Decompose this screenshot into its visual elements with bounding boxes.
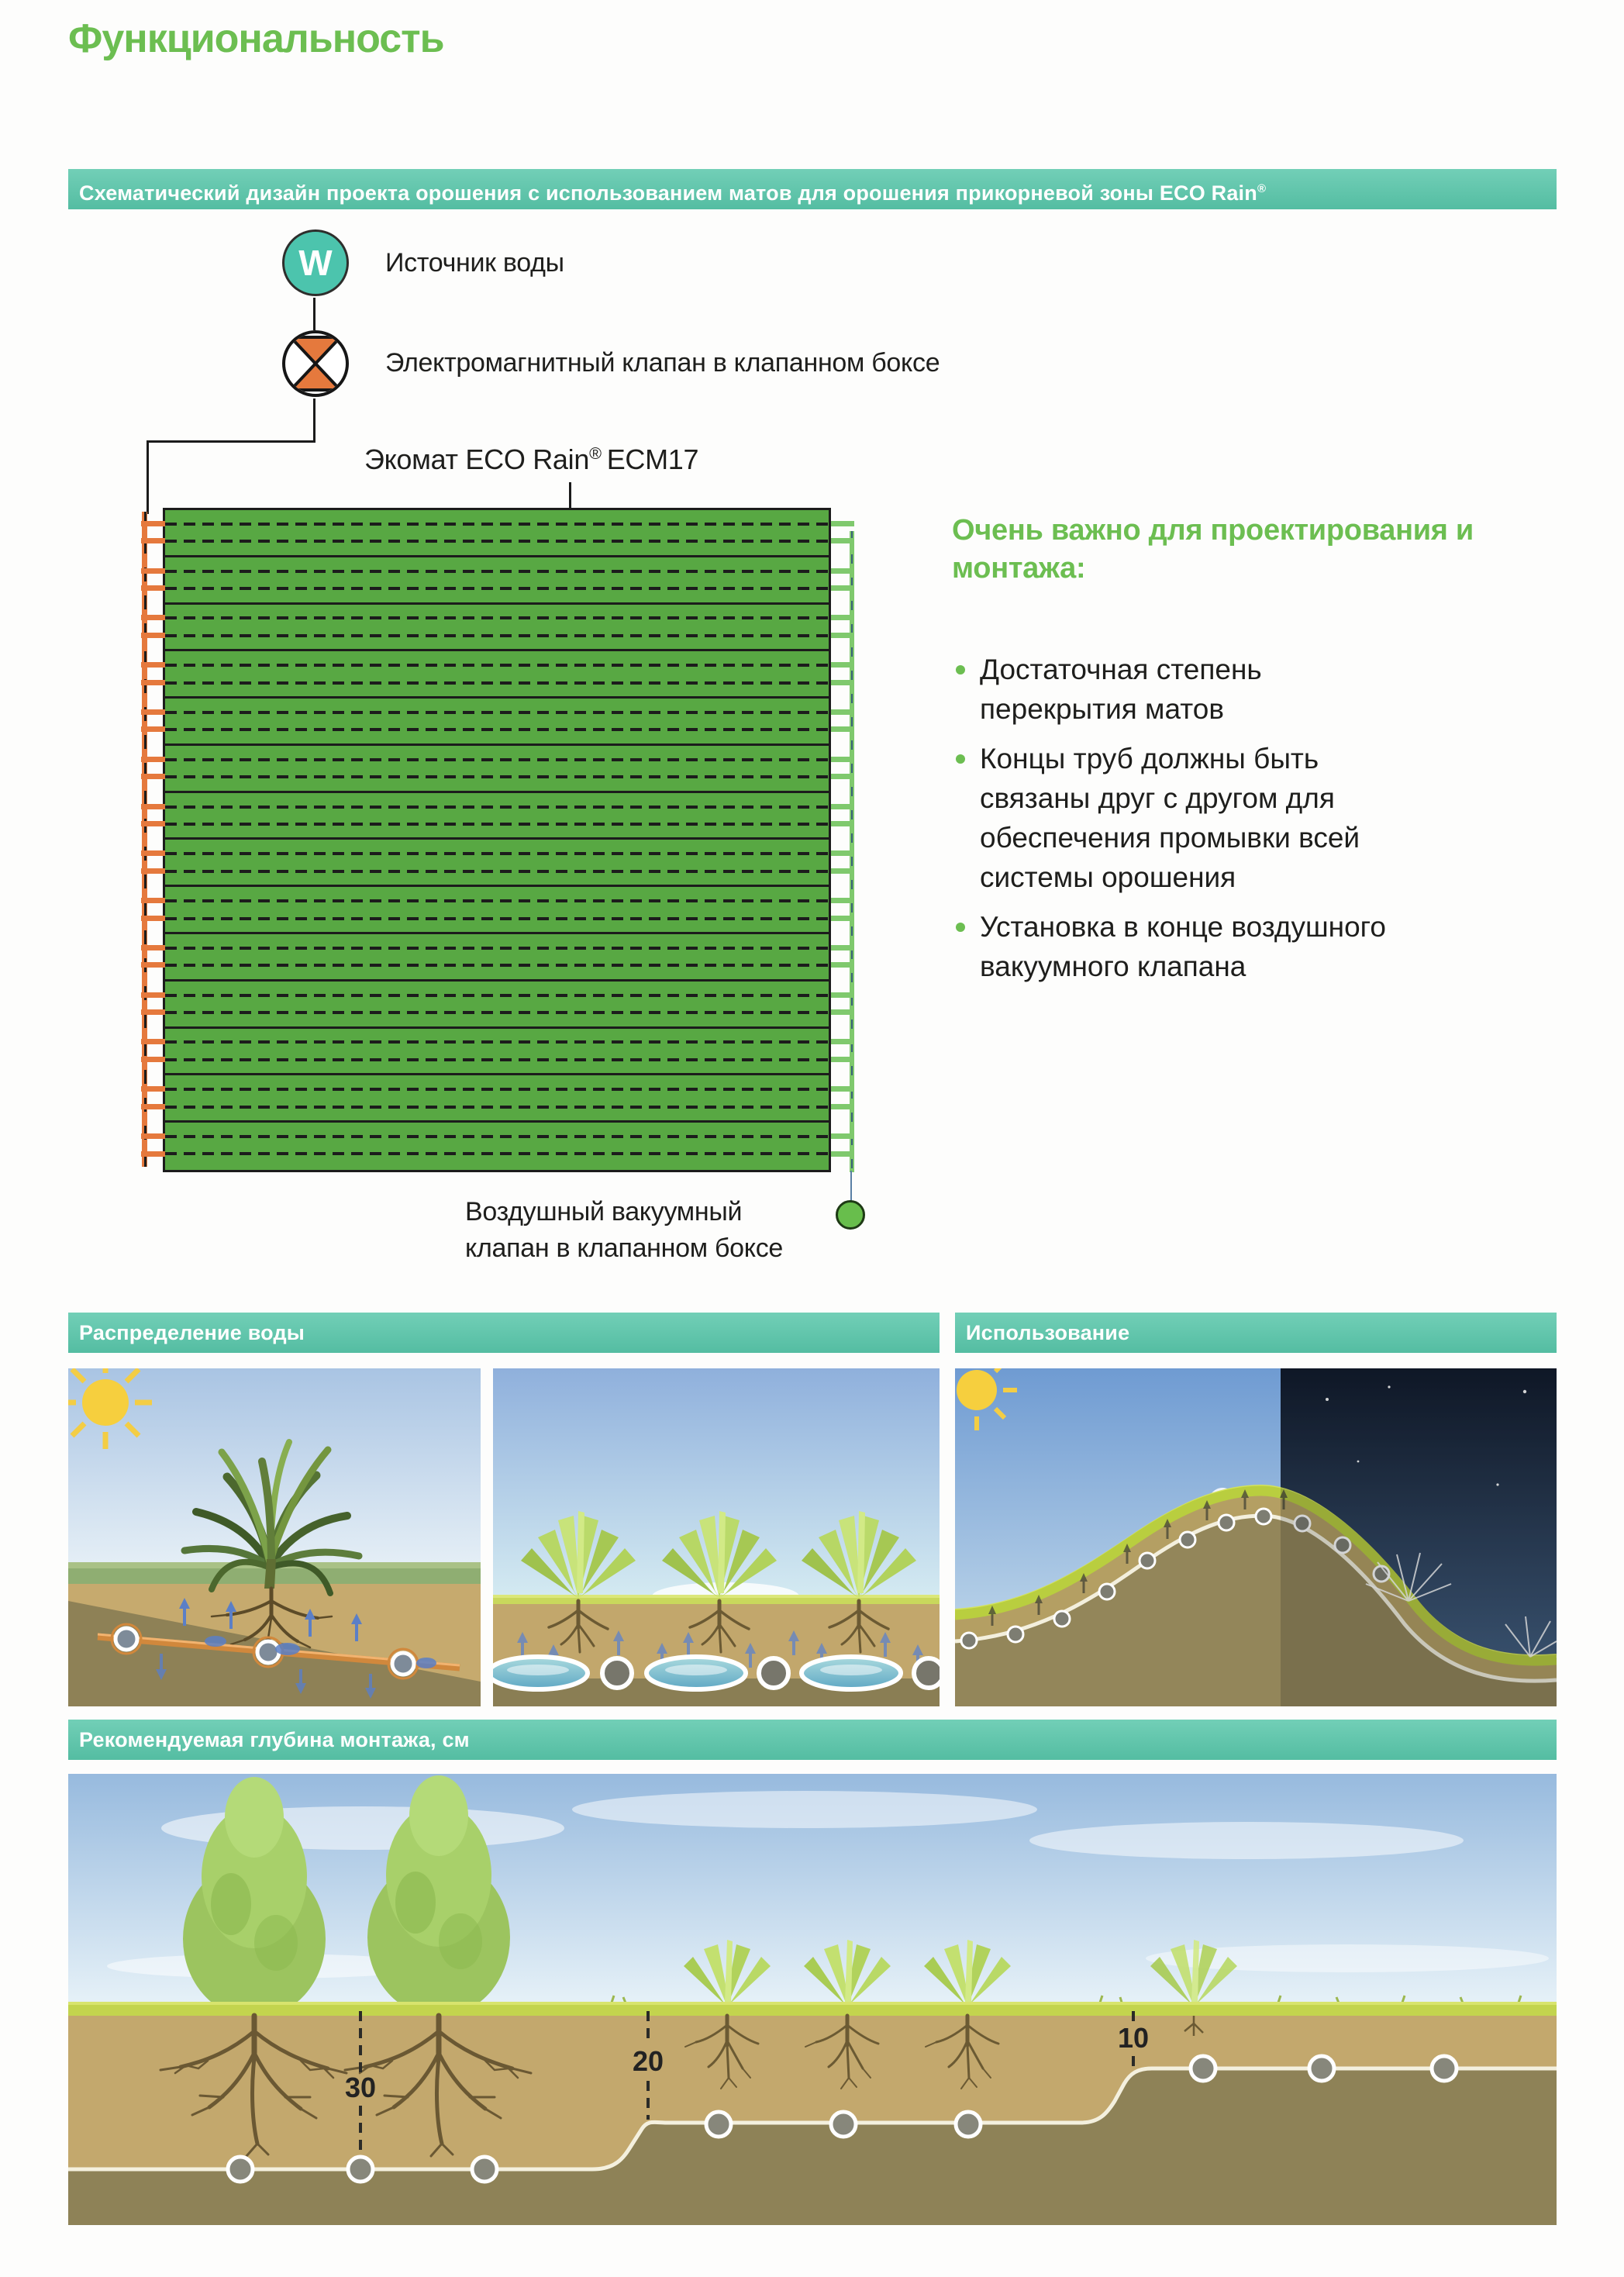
drip-line [165, 1135, 829, 1138]
list-item: Достаточная степень перекрытия матов [952, 650, 1417, 729]
important-notes-heading: Очень важно для проектирования и монтажа: [952, 514, 1474, 585]
drip-line [165, 570, 829, 573]
mat-strip [165, 699, 829, 746]
water-source-node [282, 229, 349, 296]
collector-connector [831, 774, 854, 779]
drip-line [165, 540, 829, 543]
supply-connector [141, 1104, 165, 1109]
drip-line [165, 523, 829, 526]
drip-line [165, 758, 829, 761]
supply-connector [141, 1151, 165, 1157]
collector-connector [831, 1009, 854, 1015]
list-item: Концы труб должны быть связаны друг с другом для обеспечения промывки всей системы орошения [952, 739, 1417, 897]
mat-lenses-row [493, 1657, 940, 1689]
mat-strip [165, 605, 829, 652]
installation-depth-illustration [68, 1774, 1557, 2225]
collector-connector [831, 726, 854, 732]
supply-connector [141, 868, 165, 874]
usage-illustration [955, 1368, 1557, 1706]
supply-pipe-dashes [144, 512, 147, 1167]
mat-strip [165, 1029, 829, 1076]
distribution-panel-pipe [68, 1368, 481, 1706]
collector-connector [831, 1151, 854, 1157]
supply-connector [141, 709, 165, 715]
mat-strip [165, 887, 829, 934]
mat-strip [165, 1123, 829, 1170]
pipe-line [313, 398, 315, 443]
water-source-label: Источник воды [385, 248, 564, 278]
supply-connector [141, 804, 165, 809]
drip-line [165, 917, 829, 920]
collector-connector [831, 538, 854, 543]
collector-connector [831, 662, 854, 668]
collector-connector [831, 709, 854, 715]
collector-connector [831, 1086, 854, 1092]
solenoid-valve-icon [282, 330, 349, 397]
drip-line [165, 947, 829, 950]
valve-bowtie-icon [285, 333, 346, 394]
drip-line [165, 1058, 829, 1061]
drip-line [165, 587, 829, 590]
mat-strip [165, 651, 829, 699]
list-item: Установка в конце воздушного вакуумного клапана [952, 907, 1417, 986]
collector-connector [831, 615, 854, 620]
depth-value-30: 30 [344, 2072, 377, 2103]
supply-connector [141, 633, 165, 638]
depth-value-10: 10 [1117, 2022, 1150, 2054]
drip-line [165, 1106, 829, 1109]
collector-connector [831, 992, 854, 998]
schematic-header-text: Схематический дизайн проекта орошения с использованием матов для орошения прикорневой зоны ECO Rain [79, 181, 1257, 205]
supply-connector [141, 521, 165, 526]
collector-connector [831, 757, 854, 762]
supply-connector [141, 726, 165, 732]
pipe-line [147, 440, 149, 514]
drip-line [165, 1152, 829, 1155]
drip-line [165, 634, 829, 637]
eco-mat-label: Экомат ECO Rain® ECM17 [364, 443, 699, 475]
valve-label: Электромагнитный клапан в клапанном боксе [385, 348, 940, 378]
supply-connector [141, 962, 165, 968]
collector-connector [831, 916, 854, 921]
supply-connector [141, 1057, 165, 1062]
supply-connector [141, 1009, 165, 1015]
mat-strip [165, 793, 829, 840]
drip-line [165, 711, 829, 714]
collector-connector [831, 804, 854, 809]
supply-connector [141, 538, 165, 543]
collector-connector [831, 1057, 854, 1062]
usage-header-bar: Использование [955, 1313, 1557, 1353]
mat-strip [165, 982, 829, 1029]
depth-illustration-panel [68, 1774, 1557, 2225]
mat-strip [165, 934, 829, 982]
drip-line [165, 1088, 829, 1091]
supply-connector [141, 680, 165, 685]
distribution-header-bar: Распределение воды [68, 1313, 940, 1353]
supply-connector [141, 898, 165, 903]
mat-strip [165, 510, 829, 557]
mat-strip [165, 840, 829, 888]
collector-connector [831, 821, 854, 826]
supply-connector [141, 662, 165, 668]
registered-mark: ® [589, 443, 602, 463]
mat-strip [165, 557, 829, 605]
supply-connector [141, 585, 165, 591]
pipe-distribution-illustration [68, 1368, 481, 1706]
supply-connector [141, 1133, 165, 1139]
collector-connector [831, 850, 854, 856]
collector-connector [831, 585, 854, 591]
usage-panel [955, 1368, 1557, 1706]
supply-connector [141, 821, 165, 826]
mat-strip [165, 1075, 829, 1123]
drip-line [165, 964, 829, 967]
depth-header-bar: Рекомендуемая глубина монтажа, см [68, 1720, 1557, 1760]
pipe-line [147, 440, 315, 443]
depth-value-20: 20 [632, 2045, 664, 2077]
mat-strip [165, 746, 829, 793]
collector-connector [831, 1039, 854, 1044]
collector-connector [831, 633, 854, 638]
vacuum-valve-line [850, 1171, 852, 1203]
night-shade-overlay [1281, 1368, 1557, 1706]
vacuum-valve-marker [836, 1200, 865, 1230]
drip-line [165, 775, 829, 778]
supply-connector [141, 615, 165, 620]
supply-connector [141, 850, 165, 856]
drip-line [165, 1040, 829, 1044]
supply-connector [141, 774, 165, 779]
pipe-line [313, 298, 315, 330]
drip-line [165, 899, 829, 902]
drip-line [165, 616, 829, 619]
collector-connector [831, 1133, 854, 1139]
drip-line [165, 870, 829, 873]
collector-connector [831, 680, 854, 685]
supply-connector [141, 916, 165, 921]
drip-line [165, 852, 829, 855]
distribution-panel-mats [493, 1368, 940, 1706]
supply-connector [141, 945, 165, 950]
drip-line [165, 664, 829, 667]
drip-line [165, 823, 829, 826]
supply-connector [141, 568, 165, 574]
supply-connector [141, 992, 165, 998]
supply-connector [141, 1086, 165, 1092]
drip-line [165, 994, 829, 997]
collector-connector [831, 1104, 854, 1109]
collector-connector [831, 568, 854, 574]
registered-mark: ® [1257, 182, 1267, 195]
drip-line [165, 681, 829, 685]
collector-connector [831, 898, 854, 903]
drip-line [165, 728, 829, 731]
drip-line [165, 1011, 829, 1014]
collector-connector [831, 868, 854, 874]
collector-connector [831, 521, 854, 526]
supply-connector [141, 757, 165, 762]
eco-mat [163, 508, 831, 1172]
supply-connector [141, 1039, 165, 1044]
vacuum-valve-label: Воздушный вакуумный клапан в клапанном боксе [465, 1197, 784, 1263]
collector-connector [831, 962, 854, 968]
mat-distribution-illustration [493, 1368, 940, 1706]
important-notes-list [952, 650, 1417, 996]
water-source-symbol: W [298, 243, 333, 283]
drip-line [165, 806, 829, 809]
collector-connector [831, 945, 854, 950]
page-title: Функциональность [68, 16, 444, 61]
schematic-header-bar [68, 169, 1557, 209]
